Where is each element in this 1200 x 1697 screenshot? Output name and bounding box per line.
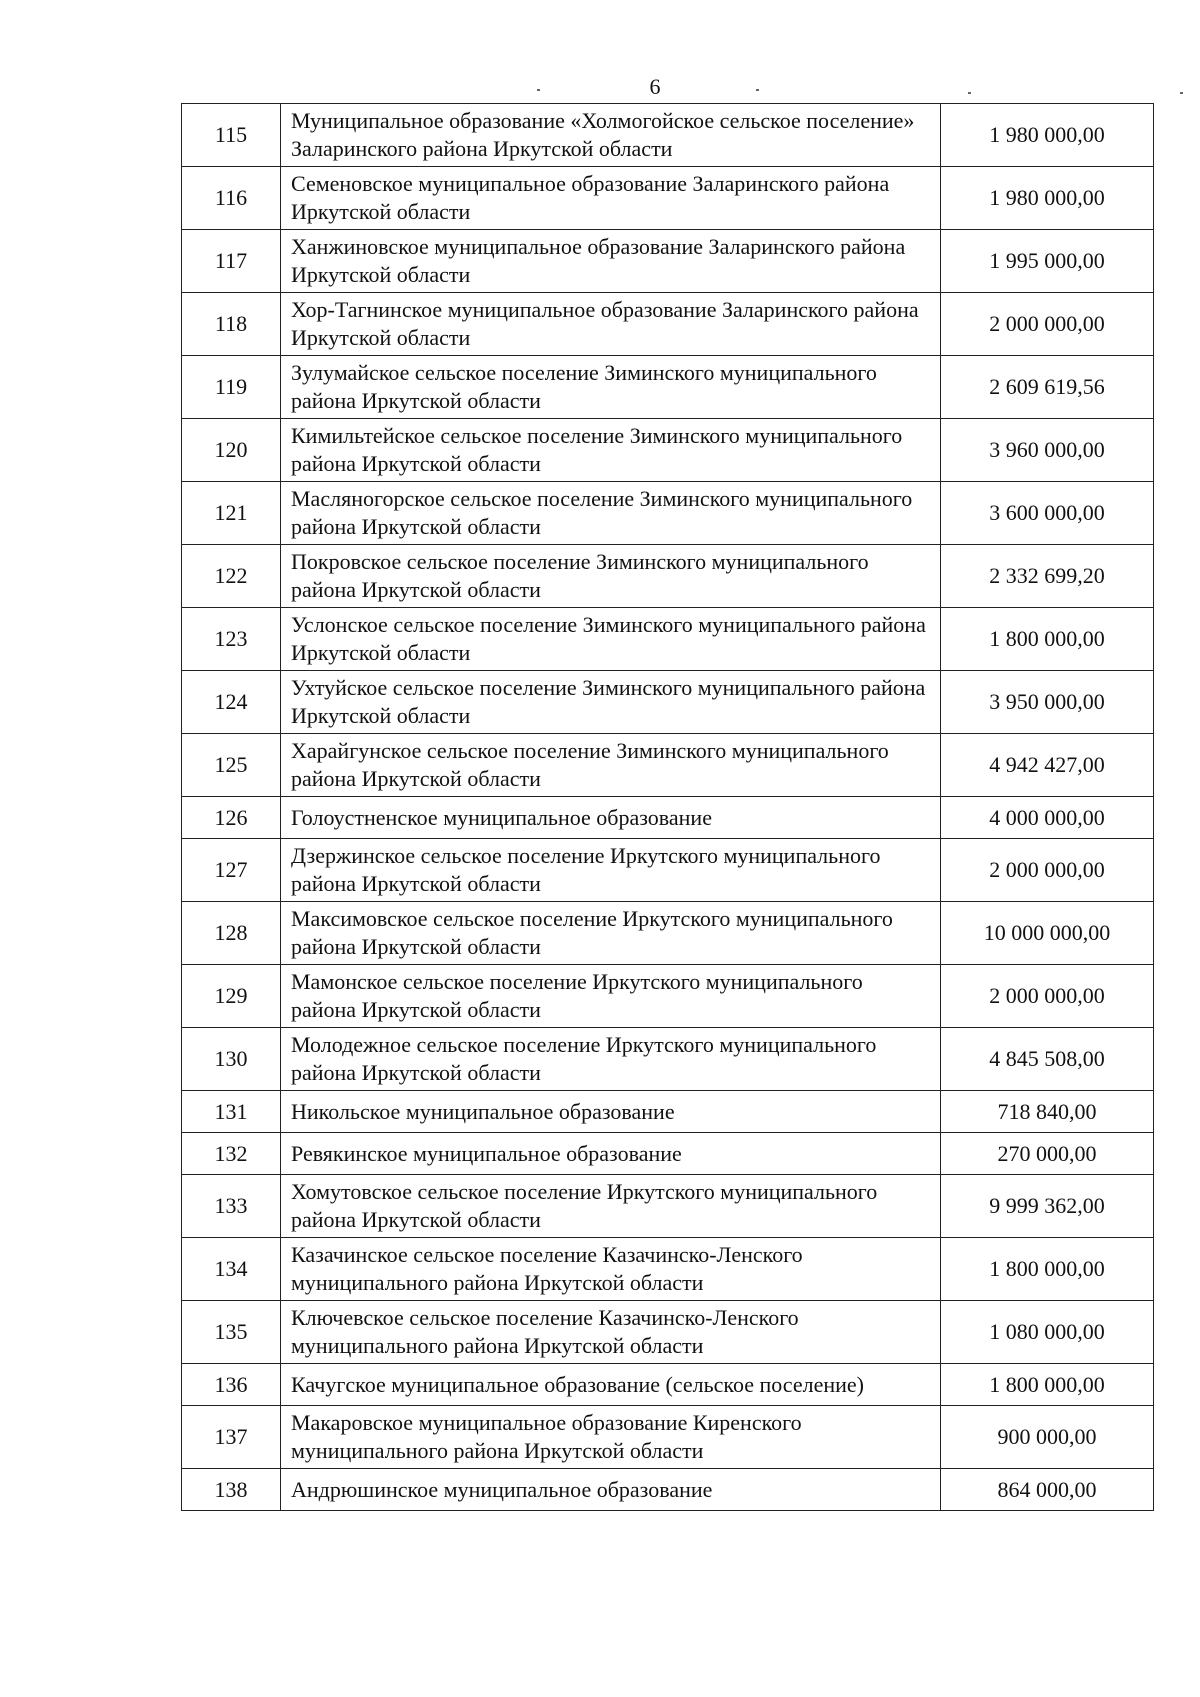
amount-value: 1 980 000,00	[941, 167, 1154, 230]
row-number: 121	[182, 482, 281, 545]
page-number: 6	[649, 74, 661, 99]
amount-value: 4 845 508,00	[941, 1028, 1154, 1091]
table-row	[182, 1238, 1154, 1301]
row-number: 118	[182, 293, 281, 356]
table-row	[182, 545, 1154, 608]
amount-value: 718 840,00	[941, 1091, 1154, 1133]
municipality-name: Андрюшинское муниципальное образование	[281, 1469, 941, 1511]
row-number: 137	[182, 1406, 281, 1469]
table-row	[182, 1091, 1154, 1133]
table-row	[182, 965, 1154, 1028]
amount-value: 9 999 362,00	[941, 1175, 1154, 1238]
scan-artifact	[756, 89, 759, 91]
amount-value: 1 800 000,00	[941, 1238, 1154, 1301]
municipality-name: Казачинское сельское поселение Казачинско-Ленского муниципального района Иркутской области	[281, 1238, 941, 1301]
row-number: 132	[182, 1133, 281, 1175]
row-number: 127	[182, 839, 281, 902]
municipality-name: Дзержинское сельское поселение Иркутского муниципального района Иркутской области	[281, 839, 941, 902]
table-row	[182, 419, 1154, 482]
table-row	[182, 797, 1154, 839]
municipality-name: Мамонское сельское поселение Иркутского муниципального района Иркутской области	[281, 965, 941, 1028]
amount-value: 2 609 619,56	[941, 356, 1154, 419]
row-number: 130	[182, 1028, 281, 1091]
row-number: 128	[182, 902, 281, 965]
amount-value: 4 000 000,00	[941, 797, 1154, 839]
municipality-name: Ханжиновское муниципальное образование Заларинского района Иркутской области	[281, 230, 941, 293]
table-row	[182, 104, 1154, 167]
municipality-name: Масляногорское сельское поселение Зиминского муниципального района Иркутской области	[281, 482, 941, 545]
row-number: 122	[182, 545, 281, 608]
amount-value: 10 000 000,00	[941, 902, 1154, 965]
amount-value: 4 942 427,00	[941, 734, 1154, 797]
table-row	[182, 608, 1154, 671]
municipality-name: Кимильтейское сельское поселение Зиминского муниципального района Иркутской области	[281, 419, 941, 482]
table-row	[182, 1364, 1154, 1406]
municipality-name: Харайгунское сельское поселение Зиминского муниципального района Иркутской области	[281, 734, 941, 797]
amount-value: 864 000,00	[941, 1469, 1154, 1511]
table-row	[182, 671, 1154, 734]
amount-value: 1 800 000,00	[941, 1364, 1154, 1406]
amount-value: 2 000 000,00	[941, 293, 1154, 356]
row-number: 136	[182, 1364, 281, 1406]
row-number: 115	[182, 104, 281, 167]
scan-artifact	[1180, 92, 1183, 94]
municipality-name: Ухтуйское сельское поселение Зиминского муниципального района Иркутской области	[281, 671, 941, 734]
municipality-name: Услонское сельское поселение Зиминского муниципального района Иркутской области	[281, 608, 941, 671]
municipality-name: Семеновское муниципальное образование Заларинского района Иркутской области	[281, 167, 941, 230]
table-row	[182, 1133, 1154, 1175]
municipality-name: Молодежное сельское поселение Иркутского муниципального района Иркутской области	[281, 1028, 941, 1091]
municipality-name: Ключевское сельское поселение Казачинско-Ленского муниципального района Иркутской области	[281, 1301, 941, 1364]
table-row	[182, 1301, 1154, 1364]
scan-artifact	[968, 92, 971, 94]
row-number: 116	[182, 167, 281, 230]
amount-value: 3 960 000,00	[941, 419, 1154, 482]
amount-value: 2 000 000,00	[941, 965, 1154, 1028]
row-number: 119	[182, 356, 281, 419]
table-row	[182, 839, 1154, 902]
amount-value: 270 000,00	[941, 1133, 1154, 1175]
row-number: 135	[182, 1301, 281, 1364]
table-row	[182, 1469, 1154, 1511]
amount-value: 2 332 699,20	[941, 545, 1154, 608]
row-number: 129	[182, 965, 281, 1028]
table-body	[182, 104, 1154, 1511]
table-row	[182, 167, 1154, 230]
municipality-name: Голоустненское муниципальное образование	[281, 797, 941, 839]
table-row	[182, 902, 1154, 965]
row-number: 123	[182, 608, 281, 671]
table-row	[182, 1028, 1154, 1091]
table-row	[182, 734, 1154, 797]
table-row	[182, 293, 1154, 356]
municipality-name: Хомутовское сельское поселение Иркутского муниципального района Иркутской области	[281, 1175, 941, 1238]
table-row	[182, 230, 1154, 293]
municipality-name: Покровское сельское поселение Зиминского муниципального района Иркутской области	[281, 545, 941, 608]
amount-value: 1 995 000,00	[941, 230, 1154, 293]
row-number: 134	[182, 1238, 281, 1301]
amount-value: 900 000,00	[941, 1406, 1154, 1469]
amount-value: 1 980 000,00	[941, 104, 1154, 167]
row-number: 126	[182, 797, 281, 839]
row-number: 117	[182, 230, 281, 293]
allocation-table	[181, 103, 1154, 1511]
table-row	[182, 1175, 1154, 1238]
amount-value: 2 000 000,00	[941, 839, 1154, 902]
municipality-name: Никольское муниципальное образование	[281, 1091, 941, 1133]
municipality-name: Максимовское сельское поселение Иркутского муниципального района Иркутской области	[281, 902, 941, 965]
table-row	[182, 482, 1154, 545]
row-number: 138	[182, 1469, 281, 1511]
table-row	[182, 1406, 1154, 1469]
table-row	[182, 356, 1154, 419]
amount-value: 3 950 000,00	[941, 671, 1154, 734]
row-number: 131	[182, 1091, 281, 1133]
municipality-name: Качугское муниципальное образование (сельское поселение)	[281, 1364, 941, 1406]
amount-value: 1 800 000,00	[941, 608, 1154, 671]
row-number: 124	[182, 671, 281, 734]
amount-value: 3 600 000,00	[941, 482, 1154, 545]
municipality-name: Хор-Тагнинское муниципальное образование Заларинского района Иркутской области	[281, 293, 941, 356]
row-number: 133	[182, 1175, 281, 1238]
row-number: 125	[182, 734, 281, 797]
row-number: 120	[182, 419, 281, 482]
municipality-name: Макаровское муниципальное образование Киренского муниципального района Иркутской области	[281, 1406, 941, 1469]
municipality-name: Ревякинское муниципальное образование	[281, 1133, 941, 1175]
amount-value: 1 080 000,00	[941, 1301, 1154, 1364]
municipality-name: Зулумайское сельское поселение Зиминского муниципального района Иркутской области	[281, 356, 941, 419]
scan-artifact	[537, 89, 540, 91]
municipality-name: Муниципальное образование «Холмогойское сельское поселение» Заларинского района Иркутской области	[281, 104, 941, 167]
